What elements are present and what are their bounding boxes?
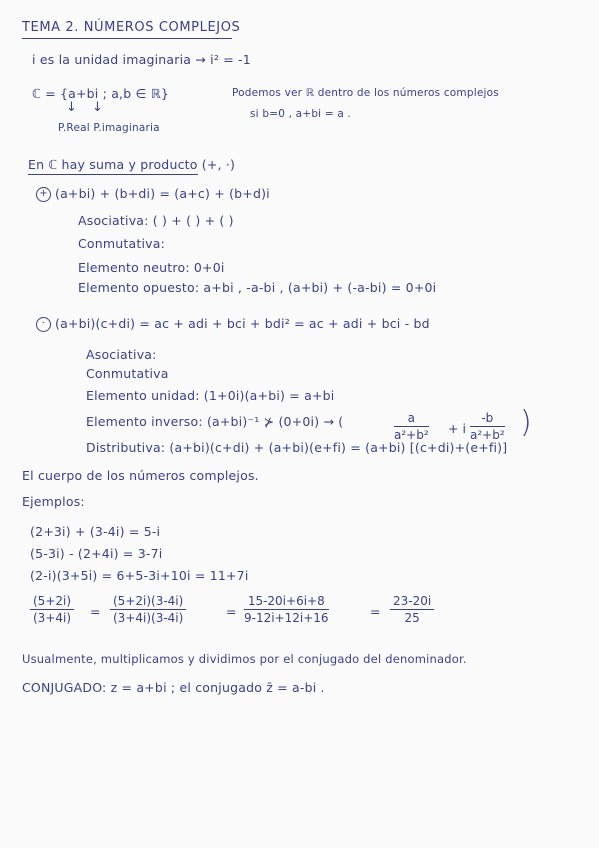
sum-neutral: Elemento neutro: 0+0i: [78, 260, 225, 275]
division-numerator-4: 23-20i: [390, 594, 434, 610]
inverse-numerator-1: a: [394, 411, 429, 427]
operations-intro: En ℂ hay suma y producto (+, ·): [28, 157, 236, 172]
dot-circle-icon: ·: [36, 317, 51, 332]
example-1: (2+3i) + (3-4i) = 5-i: [30, 524, 161, 539]
sum-associative: Asociativa: ( ) + ( ) + ( ): [78, 213, 234, 228]
sum-definition-text: (a+bi) + (b+di) = (a+c) + (b+d)i: [55, 186, 270, 201]
equals-sign: =: [370, 604, 381, 619]
division-numerator-2: (5+2i)(3-4i): [110, 594, 186, 610]
parts-labels: P.Real P.imaginaria: [58, 122, 160, 134]
conjugate-definition: CONJUGADO: z = a+bi ; el conjugado z̄ = a-bi .: [22, 680, 325, 695]
examples-heading: Ejemplos:: [22, 494, 85, 509]
equals-sign: =: [226, 604, 237, 619]
division-fraction-4: [390, 594, 434, 625]
plus-circle-icon: +: [36, 187, 51, 202]
page-title: TEMA 2. NÚMEROS COMPLEJOS: [22, 20, 241, 35]
product-commutative: Conmutativa: [86, 366, 169, 381]
sum-commutative: Conmutativa:: [78, 236, 166, 251]
note-line-2: si b=0 , a+bi = a .: [250, 108, 352, 120]
arrow-down-icon: ↓: [66, 100, 77, 115]
sum-opposite: Elemento opuesto: a+bi , -a-bi , (a+bi) + (-a-bi) = 0+0i: [78, 280, 437, 295]
division-denominator-1: (3+4i): [33, 611, 72, 625]
division-denominator-3: 9-12i+12i+16: [244, 611, 329, 625]
equals-sign: =: [90, 604, 101, 619]
product-definition: [36, 316, 430, 332]
inverse-fraction-1: [394, 411, 429, 442]
division-numerator-3: 15-20i+6i+8: [244, 594, 329, 610]
field-statement: El cuerpo de los números complejos.: [22, 468, 259, 483]
division-denominator-2: (3+4i)(3-4i): [113, 611, 184, 625]
arrow-down-icon: ↓: [92, 100, 103, 115]
division-fraction-1: [30, 594, 74, 625]
closing-paren: ): [520, 405, 532, 440]
imaginary-unit-line: i es la unidad imaginaria → i² = -1: [32, 52, 251, 67]
product-distributive: Distributiva: (a+bi)(c+di) + (a+bi)(e+fi) = (a+bi) [(c+di)+(e+fi)]: [86, 440, 508, 455]
division-denominator-4: 25: [404, 611, 420, 625]
inverse-denominator-1: a²+b²: [394, 428, 429, 442]
plus-i-term: + i: [448, 421, 466, 436]
inverse-numerator-2: -b: [470, 411, 505, 427]
division-fraction-3: [244, 594, 329, 625]
inverse-fraction-2: [470, 411, 505, 442]
usually-note: Usualmente, multiplicamos y dividimos por el conjugado del denominador.: [22, 652, 467, 666]
division-numerator-1: (5+2i): [30, 594, 74, 610]
operations-underline: [28, 174, 198, 175]
example-2: (5-3i) - (2+4i) = 3-7i: [30, 546, 163, 561]
example-3: (2-i)(3+5i) = 6+5-3i+10i = 11+7i: [30, 568, 249, 583]
product-associative: Asociativa:: [86, 347, 157, 362]
product-inverse: Elemento inverso: (a+bi)⁻¹ ⊁ (0+0i) → (: [86, 414, 344, 429]
division-fraction-2: [110, 594, 186, 625]
note-line-1: Podemos ver ℝ dentro de los números complejos: [232, 87, 499, 99]
set-definition-line: ℂ = {a+bi ; a,b ∈ ℝ}: [32, 86, 170, 101]
sum-definition: [36, 186, 270, 202]
inverse-denominator-2: a²+b²: [470, 428, 505, 442]
title-underline: [22, 38, 232, 39]
product-definition-text: (a+bi)(c+di) = ac + adi + bci + bdi² = ac + adi + bci - bd: [55, 316, 430, 331]
product-unit: Elemento unidad: (1+0i)(a+bi) = a+bi: [86, 388, 335, 403]
